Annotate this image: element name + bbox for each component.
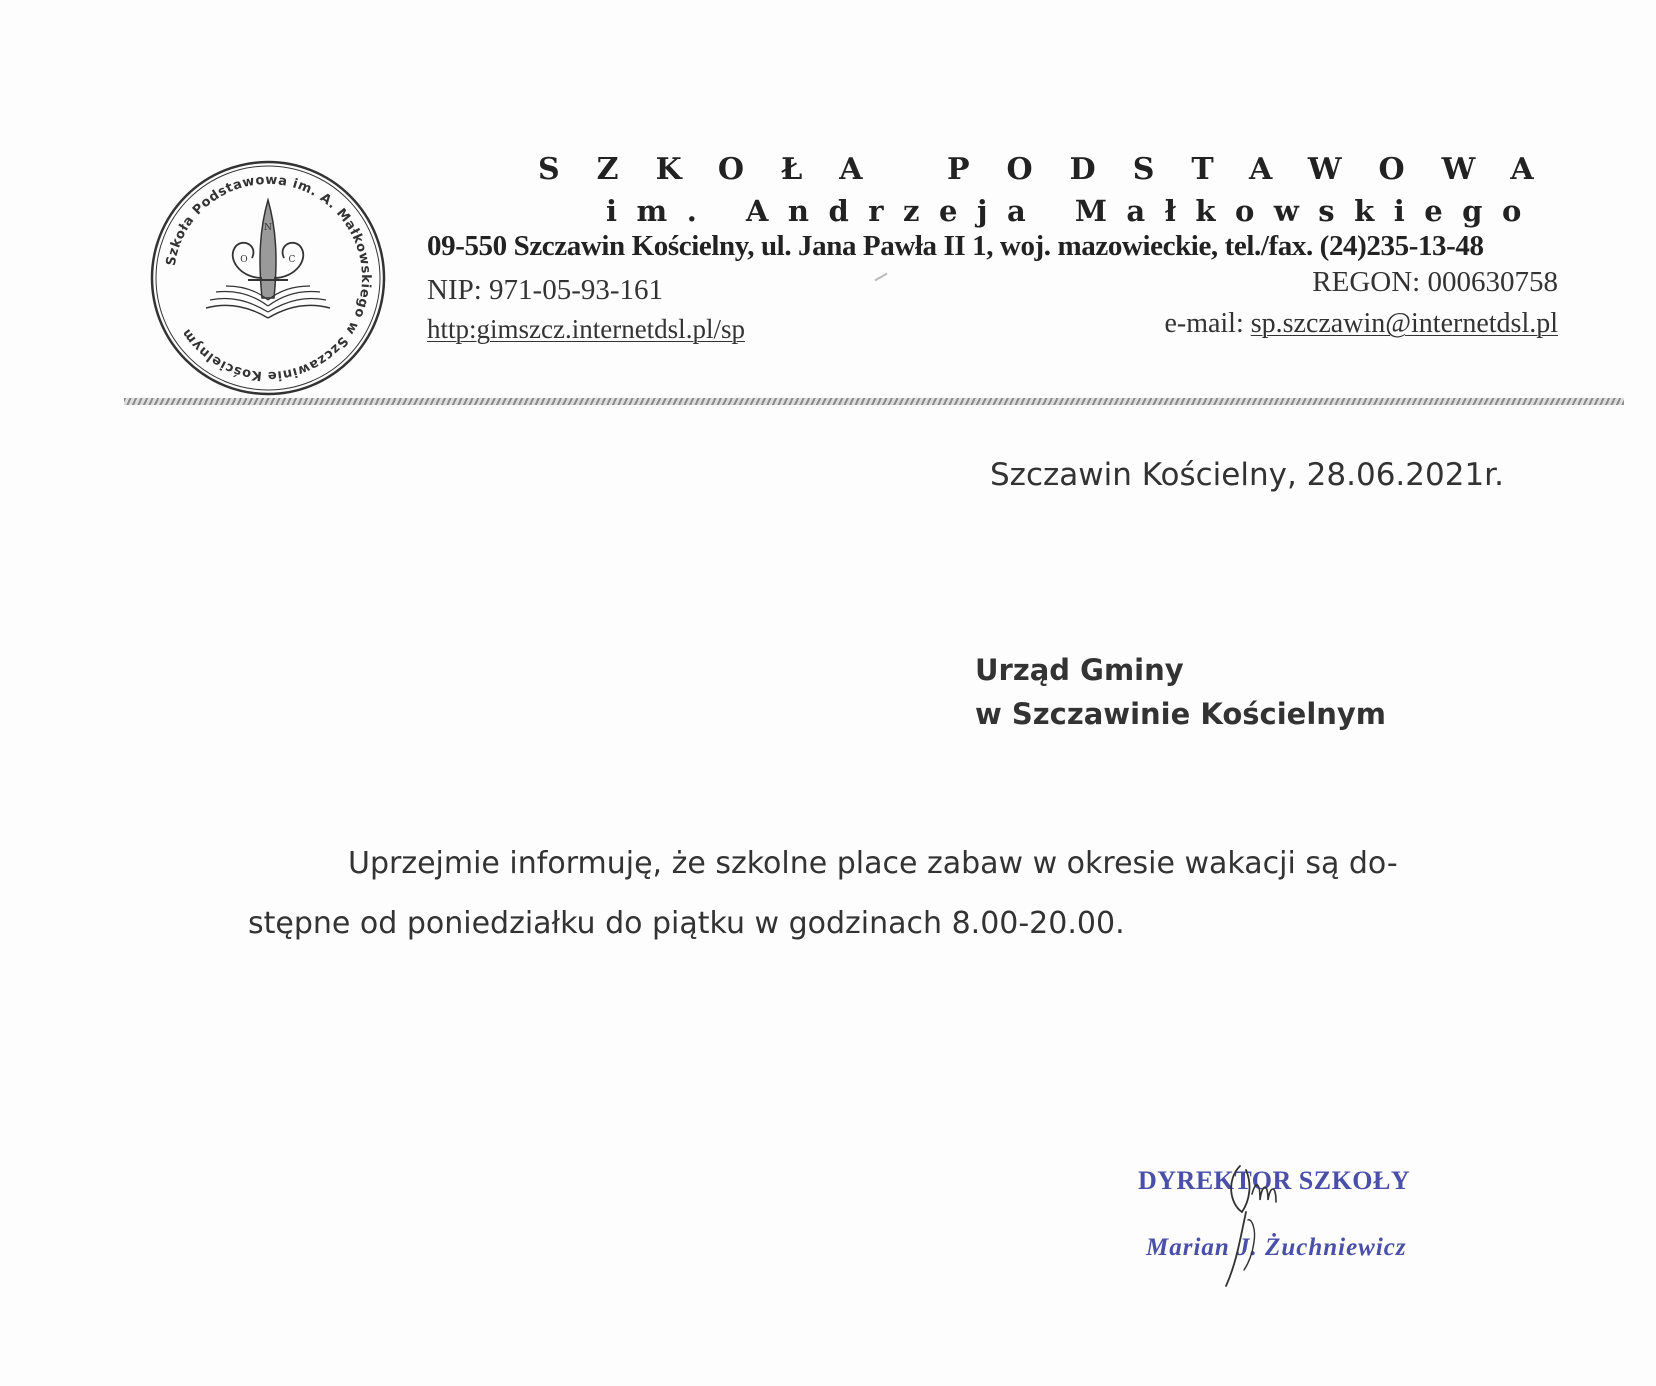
stamp-title: DYREKTOR SZKOŁY [1138,1166,1411,1195]
email-link[interactable]: sp.szczawin@internetdsl.pl [1250,308,1558,339]
school-seal-logo [148,158,388,398]
recipient-block [975,648,1386,736]
letter-body [248,834,1398,954]
body-line-1: Uprzejmie informuję, że szkolne place zabaw w okresie wakacji są do- [348,846,1398,881]
seal-letter-c: C [288,255,296,265]
stamp-name: Marian J. Żuchniewicz [1146,1234,1407,1261]
school-name-title: SZKOŁA PODSTAWOWA [538,152,1571,187]
signature-icon [1190,1160,1330,1290]
seal-letter-n: N [264,223,272,233]
seal-emblem-icon [148,158,388,398]
nip-number: NIP: 971-05-93-161 [427,274,664,306]
body-line-2: stępne od poniedziałku do piątku w godzinach 8.00-20.00. [248,906,1125,941]
recipient-line-1: Urząd Gminy [975,653,1184,687]
letterhead-divider [124,398,1624,405]
scan-artifact [874,273,887,282]
seal-ring-text: Szkoła Podstawowa im. A. Małkowskiego w Szczawinie Kościelnym [163,172,374,384]
website-link[interactable]: http:gimszcz.internetdsl.pl/sp [427,314,745,344]
school-address: 09-550 Szczawin Kościelny, ul. Jana Pawła II 1, woj. mazowieckie, tel./fax. (24)235-13-48 [427,230,1484,262]
handwritten-signature [1190,1160,1330,1290]
recipient-line-2: w Szczawinie Kościelnym [975,697,1387,731]
email-row [1164,308,1558,340]
school-patron-subtitle: im. Andrzeja Małkowskiego [606,194,1541,228]
seal-letter-o: O [240,255,248,265]
regon-number: REGON: 000630758 [1312,266,1558,298]
letter-date: Szczawin Kościelny, 28.06.2021r. [990,457,1504,493]
email-label: e-mail: [1164,308,1251,339]
